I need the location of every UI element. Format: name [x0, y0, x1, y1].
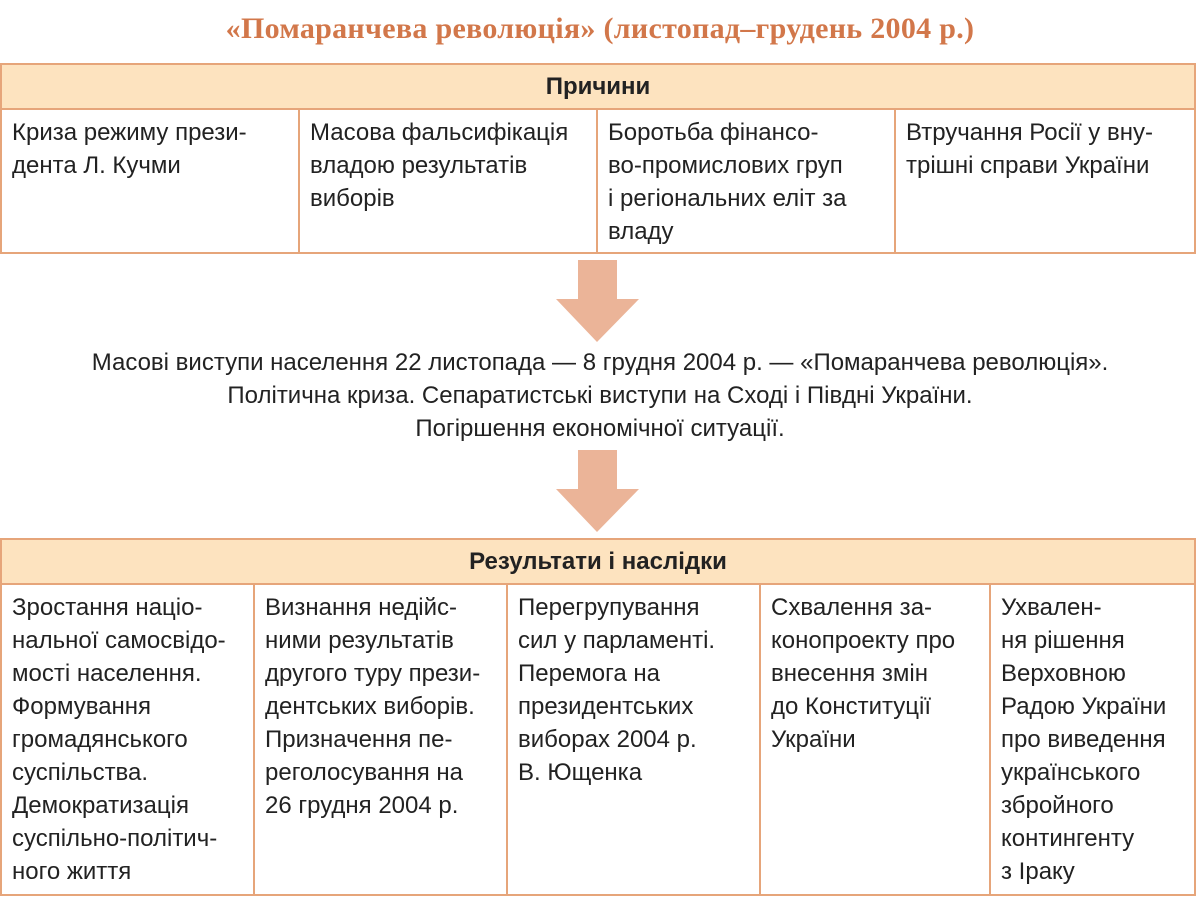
- result-item: Перегрупування сил у парламенті. Перемога на президентських виборах 2004 р. В. Ющенка: [508, 585, 761, 894]
- middle-events: [0, 346, 1200, 445]
- middle-line: Погіршення економічної ситуації.: [415, 415, 785, 442]
- causes-header: Причини: [2, 65, 1194, 110]
- result-item: Схвалення за- конопроекту про внесення змін до Конституції України: [761, 585, 991, 894]
- result-item: Ухвален- ня рішення Верховною Радою України про виведення українського збройного контингенту з Іраку: [1001, 594, 1167, 885]
- result-item: Зростання націо- нальної самосвідо- мості населення. Формування громадянського суспільства. Демократизація суспільно-політич- ного життя: [2, 585, 255, 894]
- cause-item: Боротьба фінансо- во-промислових груп і регіональних еліт за владу: [598, 110, 896, 252]
- arrow-down-icon: [555, 260, 640, 345]
- cause-item: Втручання Росії у вну- трішні справи України: [906, 119, 1153, 179]
- middle-line: Політична криза. Сепаратистські виступи на Сході і Півдні України.: [227, 382, 973, 409]
- result-item: Визнання недійс- ними результатів другого туру прези- дентських виборів. Призначення пе- реголосування на 26 грудня 2004 р.: [255, 585, 508, 894]
- results-header: Результати і наслідки: [2, 540, 1194, 585]
- cause-item: Масова фальсифікація владою результатів виборів: [300, 110, 598, 252]
- diagram-title: «Помаранчева революція» (листопад–грудень 2004 р.): [225, 12, 975, 45]
- arrow-down-icon: [555, 450, 640, 535]
- results-row: [2, 585, 1194, 894]
- causes-block: [0, 63, 1196, 254]
- cause-item: Криза режиму прези- дента Л. Кучми: [2, 110, 300, 252]
- causes-row: [2, 110, 1194, 252]
- results-block: [0, 538, 1196, 896]
- middle-line: Масові виступи населення 22 листопада — 8 грудня 2004 р. — «Помаранчева революція».: [91, 349, 1109, 376]
